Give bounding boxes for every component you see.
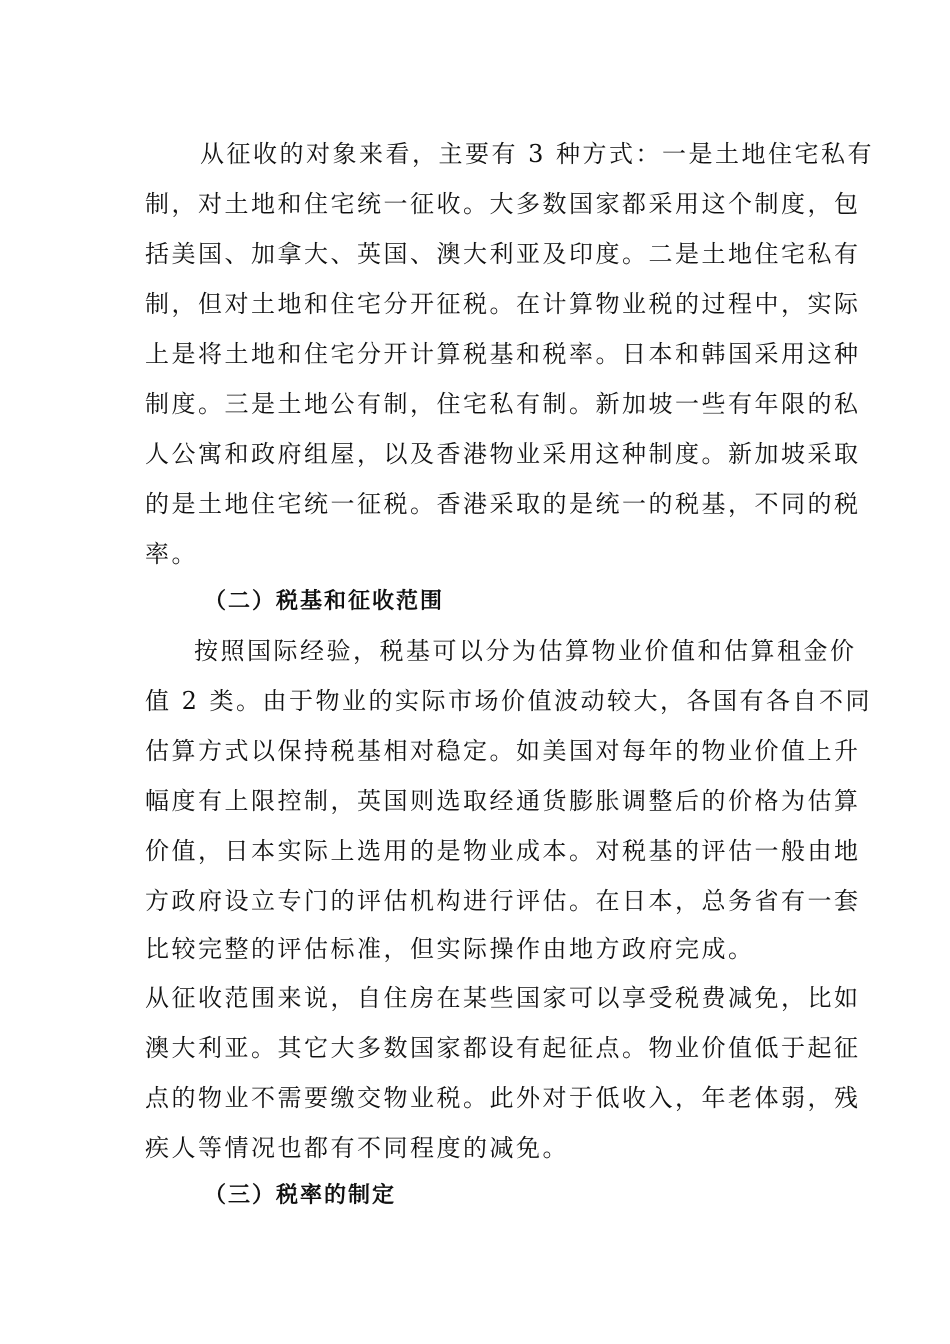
paragraph-1-line-3: 括美国、加拿大、英国、澳大利亚及印度。二是土地住宅私有: [145, 240, 861, 268]
paragraph-1-line-1: 从征收的对象来看，主要有 3 种方式：一是土地住宅私有: [200, 140, 875, 168]
paragraph-1-line-5: 上是将土地和住宅分开计算税基和税率。日本和韩国采用这种: [145, 340, 861, 368]
paragraph-2-line-1: 按照国际经验，税基可以分为估算物业价值和估算租金价: [194, 637, 857, 665]
paragraph-1-line-4: 制，但对土地和住宅分开征税。在计算物业税的过程中，实际: [145, 290, 861, 318]
paragraph-2-line-6: 方政府设立专门的评估机构进行评估。在日本，总务省有一套: [145, 887, 861, 915]
paragraph-2-line-2: 值 2 类。由于物业的实际市场价值波动较大，各国有各自不同: [145, 687, 873, 715]
section-heading-3: （三）税率的制定: [204, 1183, 397, 1208]
paragraph-1-line-7: 人公寓和政府组屋，以及香港物业采用这种制度。新加坡采取: [145, 440, 861, 468]
paragraph-2-line-4: 幅度有上限控制，英国则选取经通货膨胀调整后的价格为估算: [145, 787, 861, 815]
paragraph-3-line-3: 点的物业不需要缴交物业税。此外对于低收入，年老体弱，残: [145, 1084, 861, 1112]
section-heading-2: （二）税基和征收范围: [204, 589, 445, 614]
paragraph-3-line-1: 从征收范围来说，自住房在某些国家可以享受税费减免，比如: [145, 984, 861, 1012]
paragraph-1-line-8: 的是土地住宅统一征税。香港采取的是统一的税基，不同的税: [145, 490, 861, 518]
paragraph-1-line-6: 制度。三是土地公有制，住宅私有制。新加坡一些有年限的私: [145, 390, 861, 418]
paragraph-2-line-3: 估算方式以保持税基相对稳定。如美国对每年的物业价值上升: [145, 737, 861, 765]
paragraph-3-line-2: 澳大利亚。其它大多数国家都设有起征点。物业价值低于起征: [145, 1034, 861, 1062]
paragraph-1-line-9: 率。: [145, 540, 198, 568]
paragraph-2-line-7: 比较完整的评估标准，但实际操作由地方政府完成。: [145, 935, 755, 963]
paragraph-2-line-5: 价值，日本实际上选用的是物业成本。对税基的评估一般由地: [145, 837, 861, 865]
paragraph-3-line-4: 疾人等情况也都有不同程度的减免。: [145, 1134, 569, 1162]
paragraph-1-line-2: 制，对土地和住宅统一征收。大多数国家都采用这个制度，包: [145, 190, 861, 218]
